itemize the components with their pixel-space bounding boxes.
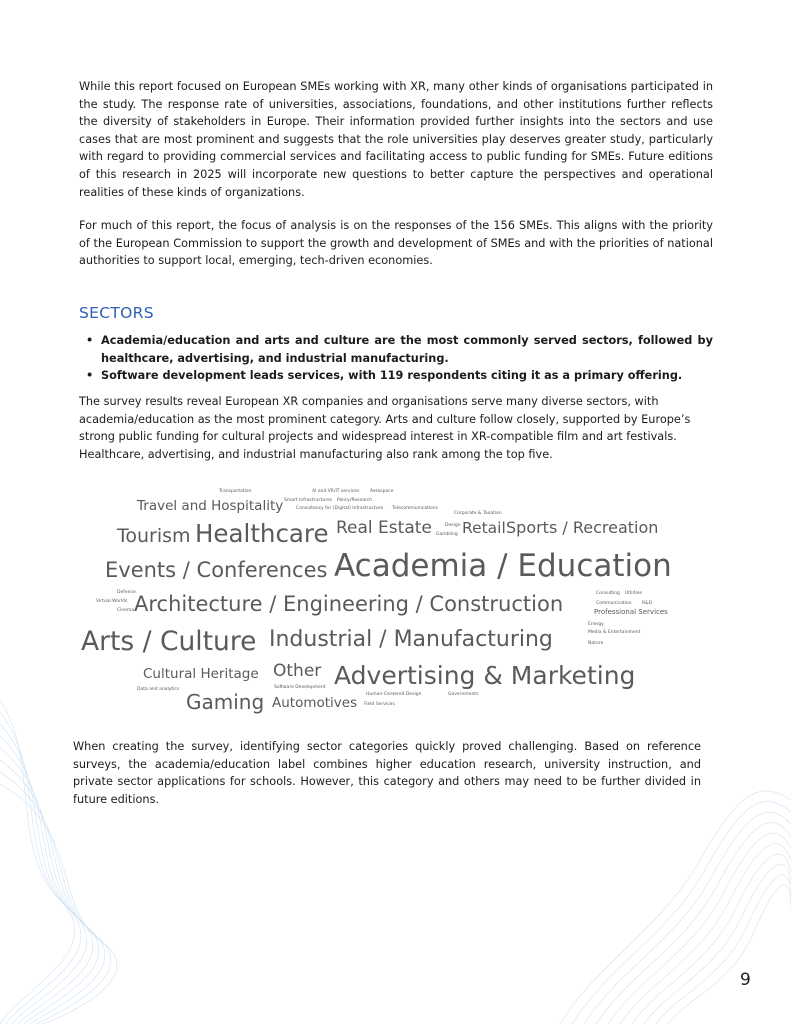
word-tourism: Tourism [117,525,191,547]
key-findings-list [79,332,713,385]
page-number: 9 [740,970,751,990]
word-media: Media & Entertainment [588,630,641,635]
word-human-centered: Human-Centered Design [366,692,422,697]
word-transportation: Transportation [219,489,252,494]
word-utilities: Utilities [625,591,642,596]
word-ai-vr: AI and VR/IT services [312,489,360,494]
word-governments: Governments [448,692,479,697]
word-gambling: Gambling [436,532,458,537]
word-professional-services: Professional Services [594,608,668,616]
word-healthcare: Healthcare [195,519,329,548]
word-data-analytics: Data and analytics [137,687,180,692]
word-cinema: Cinema [117,608,135,613]
word-events: Events / Conferences [105,558,328,582]
word-aerospace: Aerospace [370,489,394,494]
word-automotives: Automotives [272,695,358,711]
intro-paragraph: While this report focused on European SMEs working with XR, many other kinds of organisations participated in the study. The response rate of universities, associations, foundations, and other institutions further reflects the diversity of stakeholders in Europe. Their information provided further insights into the sectors and use cases that are most prominent and suggests that the role universities play deserves greater study, particularly with regard to providing commercial services and facilitating access to public funding for SMEs. Future editions of this research in 2025 will incorporate new questions to better capture the perspectives and operational realities of these kinds of organizations. [79,80,713,199]
word-cultural-heritage: Cultural Heritage [143,666,259,682]
key-finding-item: • Academia/education and arts and culture are the most commonly served sectors, followed by healthcare, advertising, and industrial manufacturing. [79,332,713,367]
word-industrial: Industrial / Manufacturing [269,627,553,652]
word-design: Design [445,523,461,528]
word-consulting: Consulting [596,591,620,596]
word-software-development: Software Development [274,685,326,690]
word-sports: Sports / Recreation [506,518,659,537]
word-virtual-worlds: Virtual Worlds [96,599,128,604]
survey-results-paragraph: The survey results reveal European XR companies and organisations serve many diverse sectors, with academia/education as the most prominent category. Arts and culture follow closely, supported by Europe’s strong public funding for cultural projects and widespread interest in XR-compatible film and art festivals. Healthcare, advertising, and industrial manufacturing also rank among the top five. [79,395,691,461]
section-heading: SECTORS [79,304,154,322]
word-nature: Nature [588,641,604,646]
word-communication: Communication [596,601,632,606]
word-smart-infrastructures: Smart Infrastructures [284,498,333,503]
word-field-services: Field Services [364,702,395,707]
word-telecommunications: Telecommunications [392,506,438,511]
word-real-estate: Real Estate [336,518,432,538]
word-defence: Defence [117,590,136,595]
word-travel: Travel and Hospitality [137,498,284,514]
word-policy: Policy/Research [337,498,373,503]
word-architecture: Architecture / Engineering / Construction [134,592,564,616]
closing-paragraph: When creating the survey, identifying sector categories quickly proved challenging. Based on reference surveys, the academia/education label combines higher education research, university instruction, and private sector applications for schools. However, this category and others may need to be further divided in future editions. [73,740,701,806]
key-finding-item: • Software development leads services, with 119 respondents citing it as a primary offering. [79,367,713,385]
word-energy: Energy [588,622,604,627]
word-arts: Arts / Culture [81,626,257,657]
word-advertising: Advertising & Marketing [334,661,636,690]
word-retail: Retail [462,519,506,537]
word-academia: Academia / Education [334,548,672,584]
focus-paragraph: For much of this report, the focus of analysis is on the responses of the 156 SMEs. This aligns with the priority of the European Commission to support the growth and development of SMEs and with the priorities of national authorities to support local, emerging, tech-driven economies. [79,219,713,268]
word-rd: R&D [642,601,653,606]
word-consultancy: Consultancy for (Digital) Infrastructure [296,506,384,511]
word-other: Other [273,661,322,681]
word-gaming: Gaming [186,690,265,714]
word-corporate: Corporate & Taxation [454,511,502,516]
